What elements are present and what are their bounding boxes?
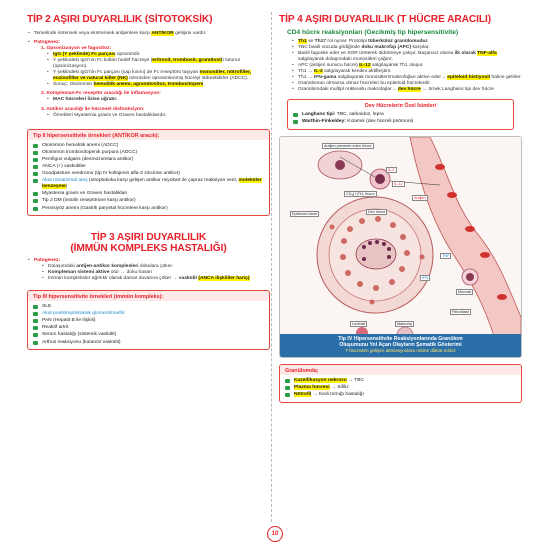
fig-label-dev: Dev hücre [368, 209, 386, 214]
t4-b3: • Basili fagosite eder ve SOR üreterek öldürmeye çalışır. Başarısız olursa ilk olarak TNF-alfa salgılayarak dolaşımdaki monositleri çağırır. [291, 51, 522, 63]
fig-label-epitel: Epiteloid hücre [292, 211, 318, 216]
type4-subtitle: CD4 hücre reaksiyonları (Gecikmiş tip hipersensitivite) [287, 28, 459, 36]
t4-b4: • APC (antijen sunucu hücre) IL-12 salgılayarak Th1 oluşur. [291, 63, 522, 69]
list-item: Kazeifikasyon nekrozu → TBC [285, 378, 518, 384]
list-item: Goodpasture sendromu (tip IV kollajenin alfa-3 zincirine antikor) [33, 171, 266, 177]
list-item: Plazma hücresi → Sifiliz [285, 385, 518, 391]
t4-b8: • Granülomdaki multipl nükleuslu makrofajlar→ dev hücre → örnek Langhans tipi dev hücre [291, 87, 522, 93]
giant-cell-head: Dev Hücrelerin Özel İsimleri [288, 100, 513, 110]
t4-b6: • Th1 → IFN-gama salgılayarak monositleri/makrofajları aktive eder→ epiteloid histiyosit haline gelirler. [291, 75, 522, 81]
s3-title: 3. Antikor aracılığı ile hücresel disfonksiyon: [41, 106, 145, 112]
list-item: Serum hastalığı (sistemik vaskülit) [33, 332, 266, 338]
type2-examples-box [27, 129, 270, 216]
s3-a: • Örnekleri Myastenia gravis ve Graves hastalıklarıdır. [46, 113, 270, 119]
list-item: Pemfigus vulgaris (desmozomlara antikor) [33, 157, 266, 163]
s1-d: • Sonuç: Otoimmün hemolitik anemi, agranülositoz, trombositopeni [46, 82, 270, 88]
s1-c: • Y şeklindeki IgG'nin Fc parçası (sap kısmı) de Fc reseptörü taşıyan monositler, nötrofiller, eozinofiller ve natural killer (NK) üzerinden opsoninlenmiş hücreyi öldürebilirler (ADCC). [46, 70, 270, 82]
granuloma-head: Granülomda; [280, 365, 521, 375]
right-column [279, 14, 522, 403]
fig-label-tnf: TNF [442, 253, 450, 258]
s1-title: 1. Opsonizasyon ve fagositoz: [41, 45, 112, 51]
type2-patogenez: • Patogenez: [27, 40, 270, 46]
type3-examples-head: Tip III hipersensitivite örnekleri (immün kompleks): [28, 291, 269, 301]
giant-cell-box [287, 99, 514, 129]
type3-title: TİP 3 AŞIRI DUYARLILIK (İMMÜN KOMPLEKS HASTALIĞI) [70, 231, 227, 255]
list-item: Pemisiyöz anemi (Gastrik paryetal hücrelere karşı antikor) [33, 206, 266, 212]
type3-p3: • İmmün kompleksler ağırlıklı olarak damar duvarına çöker → vaskülit (ANCA ilişkililer hariç) [41, 276, 270, 282]
fig-label-lenfosit: Lenfosit [352, 321, 366, 326]
list-item: Langhans tipi: TBC, sarkoidoz, lepra [293, 112, 510, 118]
type3-patogenez: • Patogenez: [27, 258, 270, 264]
fig-label-antijen: Antijen [414, 195, 426, 200]
list-item: Tip 2 DM (insülin reseptörüne karşı antikor) [33, 198, 266, 204]
list-item: SLE [33, 304, 266, 310]
granuloma-box [279, 364, 522, 403]
fig-label-ifn: IFN [422, 275, 429, 280]
list-item: Warthin-Finkeldey: Kızamık (dev hücreli pnömoni) [293, 119, 510, 125]
s1-a: • IgG (Y şeklinde) Fc parçası opsonindir. [46, 52, 270, 58]
list-item: PAN (Hepatit B ile ilişkili) [33, 318, 266, 324]
type2-title: TİP 2 AŞIRI DUYARLILIK (SİTOTOKSİK) [27, 14, 213, 25]
list-item: Arthus reaksiyonu (kutanöz vaskülit) [33, 340, 266, 346]
t4-b5: • Th1 → IL-2 salgılayarak kendini aktifleştirir. [291, 69, 522, 75]
type3-p2: • Kompleman sistemi aktive olur → doku hasarı [41, 270, 270, 276]
fig-label-il12: IL-12 [394, 181, 403, 186]
list-item: ANCA (+) vaskülitler [33, 164, 266, 170]
t4-b7: • Granülomun olmazsa olmaz hücreleri bu epiteloid hücrelerdir. [291, 81, 522, 87]
fig-label-monosit: Monosit [458, 289, 472, 294]
figure-caption: Tip IV Hipersensitivite Reaksiyonlarında Granülom Oluşumunu Yol Açan Olayların Şematik Gösterimi T-hücreden gelişen aktivasyonlara rolüne dikkat ediniz [280, 334, 521, 357]
type3-examples-box [27, 290, 270, 350]
fig-label-fibroblast: Fibroblast [452, 309, 469, 314]
fig-label-cd4: CD₄(+)TH₁ hücre [346, 191, 375, 196]
left-column [27, 14, 270, 350]
type3-p1: • Dolaşımdaki antijen-antikor komplesleri dokulara çöker. [41, 264, 270, 270]
granuloma-figure [279, 136, 522, 358]
list-item: Otoimmün hemolitik anemi (ADCC) [33, 143, 266, 149]
page-number: 10 [267, 526, 283, 542]
fig-label-apc: Antijen prezente eden hücre [324, 143, 372, 148]
list-item: Reaktif artrit [33, 325, 266, 331]
list-item: Otoimmün trombositopenik purpura (ADCC) [33, 150, 266, 156]
fig-label-il2: IL-2 [388, 167, 395, 172]
list-item: Akut poststreptokoksik glomerülonefrit [33, 311, 266, 317]
t4-b1: • Th1 ve Th17 rol oynar. Prototipi tüberküloz granülomudur. [291, 39, 522, 45]
type2-examples-head: Tip II hipersensitivite örnekleri (ANTİKOR aracılı): [28, 130, 269, 140]
s2-a: • MAC hücreleri lizise uğratır. [46, 97, 270, 103]
s2-title: 2. Kompleman-Fc reseptör aracılığı ile inflamasyon: [41, 91, 161, 97]
list-item: Myastenia gravis ve Graves hastalıkları [33, 191, 266, 197]
list-item-rf: Akut romatizmal ateş (streptokoka karşı gelişen antikor miyokart ile çapraz reaksiyon verir, moleküler benzeşme) [33, 178, 266, 190]
list-item: Nötrofil → Kedi tırmığı hastalığı [285, 392, 518, 398]
type4-title: TİP 4 AŞIRI DUYARLILIK (T HÜCRE ARACILI) [279, 14, 492, 25]
t4-b2: • TBC basili vücuda girdiğinde doku makrofajı (APC) karşılar. [291, 45, 522, 51]
type2-intro: • Temelinde intrensek veya ekstrensek antijenlere karşı ANTİKOR gelişimi vardır. [27, 31, 270, 37]
fig-label-makrofaj: Makrofaj [397, 321, 412, 326]
s1-b: • Y şeklindeki IgG'nin Fc kolları hedef hücreye (eritrosit, trombosit, granülosit) tutunur (opsonizasyon). [46, 58, 270, 70]
column-divider [271, 12, 272, 522]
